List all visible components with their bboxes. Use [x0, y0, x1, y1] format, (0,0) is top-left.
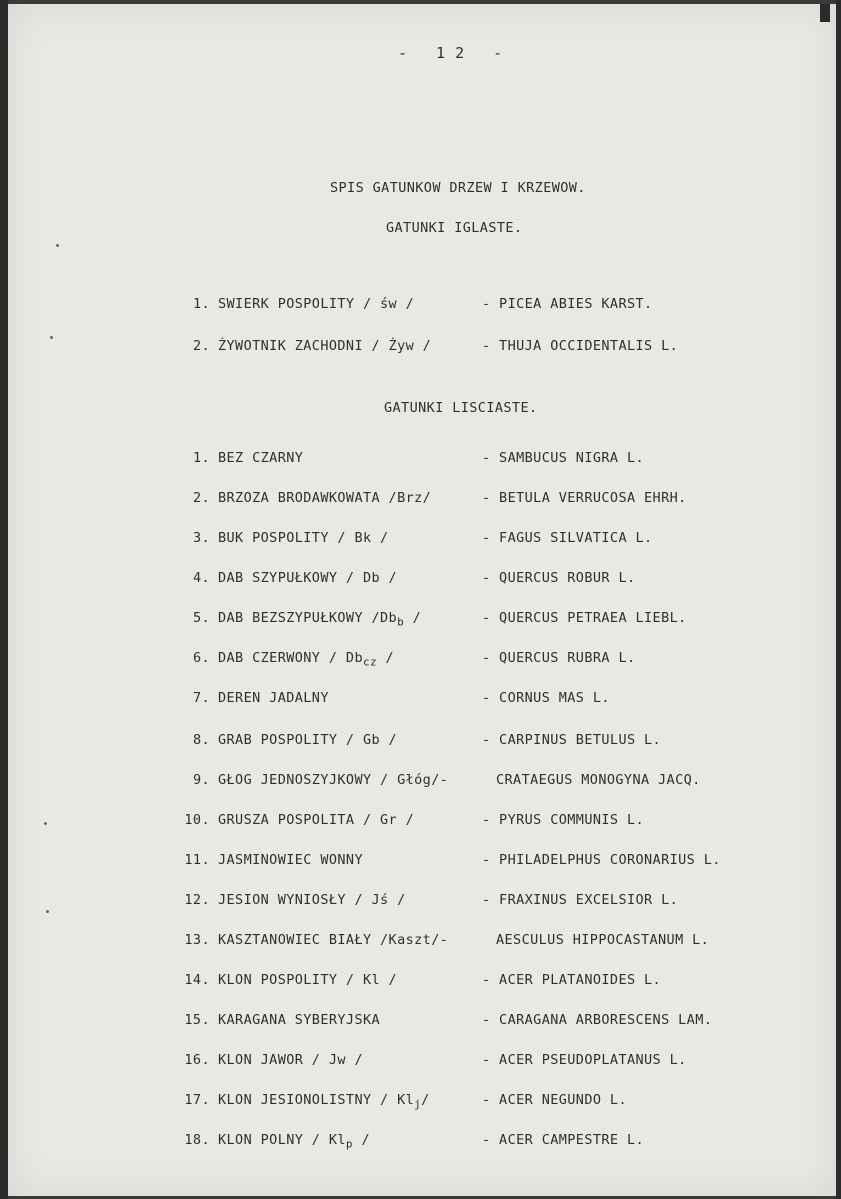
species-polish-name: GRAB POSPOLITY / Gb / [218, 732, 398, 748]
species-number: 1. [192, 450, 210, 466]
species-polish-name: KASZTANOWIEC BIAŁY /Kaszt/- [218, 932, 449, 948]
species-number: 10. [184, 812, 210, 828]
species-polish-name: BEZ CZARNY [218, 450, 304, 466]
species-latin-name: - CORNUS MAS L. [482, 690, 610, 706]
species-polish-name: BUK POSPOLITY / Bk / [218, 530, 389, 546]
species-latin-name: - PYRUS COMMUNIS L. [482, 812, 645, 828]
species-abbrev-subscript: p [345, 1137, 353, 1151]
species-latin-name: - SAMBUCUS NIGRA L. [482, 450, 645, 466]
species-latin-name: CRATAEGUS MONOGYNA JACQ. [496, 772, 701, 788]
species-latin-name: - FAGUS SILVATICA L. [482, 530, 653, 546]
species-number: 5. [192, 610, 210, 626]
species-latin-name: - QUERCUS PETRAEA LIEBL. [482, 610, 687, 626]
species-number: 7. [192, 690, 210, 706]
species-latin-name: - CARPINUS BETULUS L. [482, 732, 662, 748]
species-number: 13. [184, 932, 210, 948]
species-latin-name: - CARAGANA ARBORESCENS LAM. [482, 1012, 713, 1028]
scan-edge-left [0, 0, 8, 1199]
species-polish-name: KLON JESIONOLISTNY / $Kl_j/$ [218, 1092, 430, 1111]
species-polish-name: DEREN JADALNY [218, 690, 329, 706]
corner-mark [820, 4, 830, 22]
page-title: SPIS GATUNKOW DRZEW I KRZEWOW. [330, 180, 586, 196]
species-number: 15. [184, 1012, 210, 1028]
species-latin-name: - ACER PSEUDOPLATANUS L. [482, 1052, 687, 1068]
species-polish-name: KARAGANA SYBERYJSKA [218, 1012, 381, 1028]
species-polish-name: KLON POLNY / $Kl_p$ / [218, 1132, 371, 1151]
species-number: 1. [192, 296, 210, 312]
species-number: 11. [184, 852, 210, 868]
species-latin-name: - THUJA OCCIDENTALIS L. [482, 338, 679, 354]
species-number: 6. [192, 650, 210, 666]
species-number: 2. [192, 338, 210, 354]
species-abbrev-subscript: j [414, 1097, 422, 1111]
species-number: 18. [184, 1132, 210, 1148]
punch-mark [50, 336, 53, 339]
species-number: 3. [192, 530, 210, 546]
species-number: 12. [184, 892, 210, 908]
punch-mark [44, 822, 47, 825]
species-number: 16. [184, 1052, 210, 1068]
species-latin-name: - ACER PLATANOIDES L. [482, 972, 662, 988]
species-polish-name: GŁOG JEDNOSZYJKOWY / Głóg/- [218, 772, 449, 788]
section-heading-deciduous: GATUNKI LISCIASTE. [384, 400, 538, 416]
species-number: 14. [184, 972, 210, 988]
species-number: 9. [192, 772, 210, 788]
species-abbrev-subscript: b [397, 615, 405, 629]
species-polish-name: KLON POSPOLITY / Kl / [218, 972, 398, 988]
species-number: 4. [192, 570, 210, 586]
species-polish-name: GRUSZA POSPOLITA / Gr / [218, 812, 415, 828]
species-polish-name: KLON JAWOR / Jw / [218, 1052, 363, 1068]
species-polish-name: SWIERK POSPOLITY / św / [218, 296, 415, 312]
species-polish-name: DAB CZERWONY / $Db_{cz}$ / [218, 650, 395, 669]
species-polish-name: DAB BEZSZYPUŁKOWY $/Db_b$ / [218, 610, 422, 629]
species-latin-name: - PICEA ABIES KARST. [482, 296, 653, 312]
species-polish-name: JASMINOWIEC WONNY [218, 852, 363, 868]
species-polish-name: JESION WYNIOSŁY / Jś / [218, 892, 406, 908]
section-heading-coniferous: GATUNKI IGLASTE. [386, 220, 523, 236]
species-latin-name: - FRAXINUS EXCELSIOR L. [482, 892, 679, 908]
scan-edge-right [836, 0, 841, 1199]
species-latin-name: - BETULA VERRUCOSA EHRH. [482, 490, 687, 506]
punch-mark [46, 910, 49, 913]
species-polish-name: DAB SZYPUŁKOWY / Db / [218, 570, 398, 586]
species-latin-name: AESCULUS HIPPOCASTANUM L. [496, 932, 710, 948]
species-abbrev-subscript: cz [362, 655, 378, 669]
species-latin-name: - ACER CAMPESTRE L. [482, 1132, 645, 1148]
species-latin-name: - QUERCUS ROBUR L. [482, 570, 636, 586]
species-latin-name: - PHILADELPHUS CORONARIUS L. [482, 852, 721, 868]
species-latin-name: - ACER NEGUNDO L. [482, 1092, 627, 1108]
punch-mark [56, 244, 59, 247]
species-latin-name: - QUERCUS RUBRA L. [482, 650, 636, 666]
species-polish-name: ŻYWOTNIK ZACHODNI / Żyw / [218, 338, 432, 354]
species-number: 8. [192, 732, 210, 748]
page-number: - 12 - [398, 44, 513, 62]
species-number: 17. [184, 1092, 210, 1108]
species-polish-name: BRZOZA BRODAWKOWATA /Brz/ [218, 490, 432, 506]
species-number: 2. [192, 490, 210, 506]
